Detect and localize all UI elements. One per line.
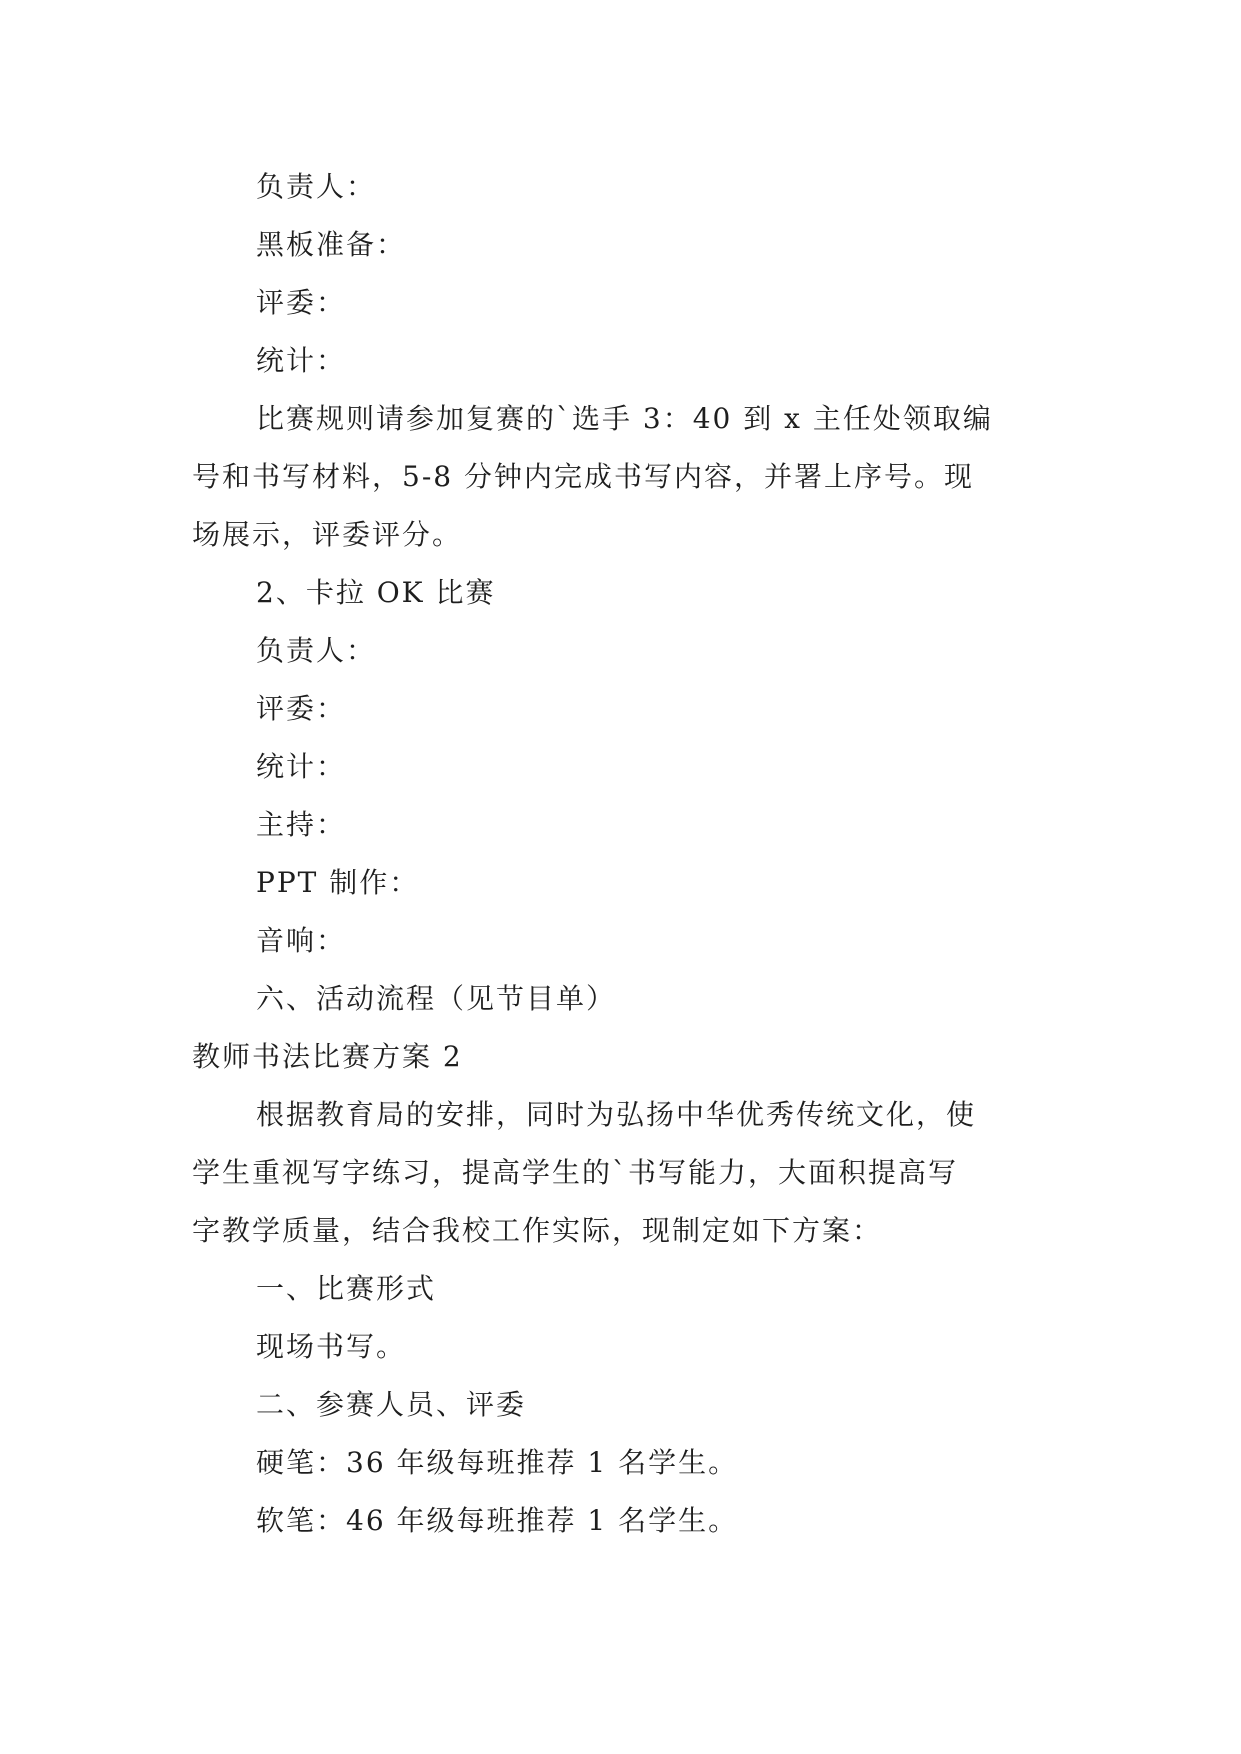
paragraph-line: 比赛规则请参加复赛的`选手 3：40 到 x 主任处领取编 (256, 402, 993, 435)
text-line: 现场书写。 (256, 1330, 407, 1363)
text-line: 软笔：46 年级每班推荐 1 名学生。 (256, 1504, 739, 1537)
paragraph-line: 学生重视写字练习，提高学生的`书写能力，大面积提高写 (192, 1156, 959, 1189)
text-line: 统计： (256, 750, 347, 783)
text-line: 主持： (256, 808, 347, 841)
section-heading: 一、比赛形式 (256, 1272, 437, 1305)
paragraph-line: 号和书写材料，5-8 分钟内完成书写内容，并署上序号。现 (192, 460, 974, 493)
document-body (192, 158, 1052, 1550)
text-line: 评委： (256, 286, 347, 319)
text-line: 硬笔：36 年级每班推荐 1 名学生。 (256, 1446, 739, 1479)
text-line: 音响： (256, 924, 347, 957)
rules-paragraph (192, 390, 1052, 564)
text-line: 负责人： (256, 170, 377, 203)
text-line: PPT 制作： (256, 866, 420, 899)
intro-paragraph (192, 1086, 1052, 1260)
section-heading: 2、卡拉 OK 比赛 (256, 576, 496, 609)
text-line: 黑板准备： (256, 228, 407, 261)
section-heading: 六、活动流程（见节目单） (256, 982, 617, 1015)
text-line: 评委： (256, 692, 347, 725)
document-title: 教师书法比赛方案 2 (192, 1040, 463, 1073)
paragraph-line: 字教学质量，结合我校工作实际，现制定如下方案： (192, 1214, 883, 1247)
paragraph-line: 根据教育局的安排，同时为弘扬中华优秀传统文化，使 (256, 1098, 977, 1131)
text-line: 统计： (256, 344, 347, 377)
paragraph-line: 场展示，评委评分。 (192, 518, 463, 551)
text-line: 负责人： (256, 634, 377, 667)
section-heading: 二、参赛人员、评委 (256, 1388, 527, 1421)
